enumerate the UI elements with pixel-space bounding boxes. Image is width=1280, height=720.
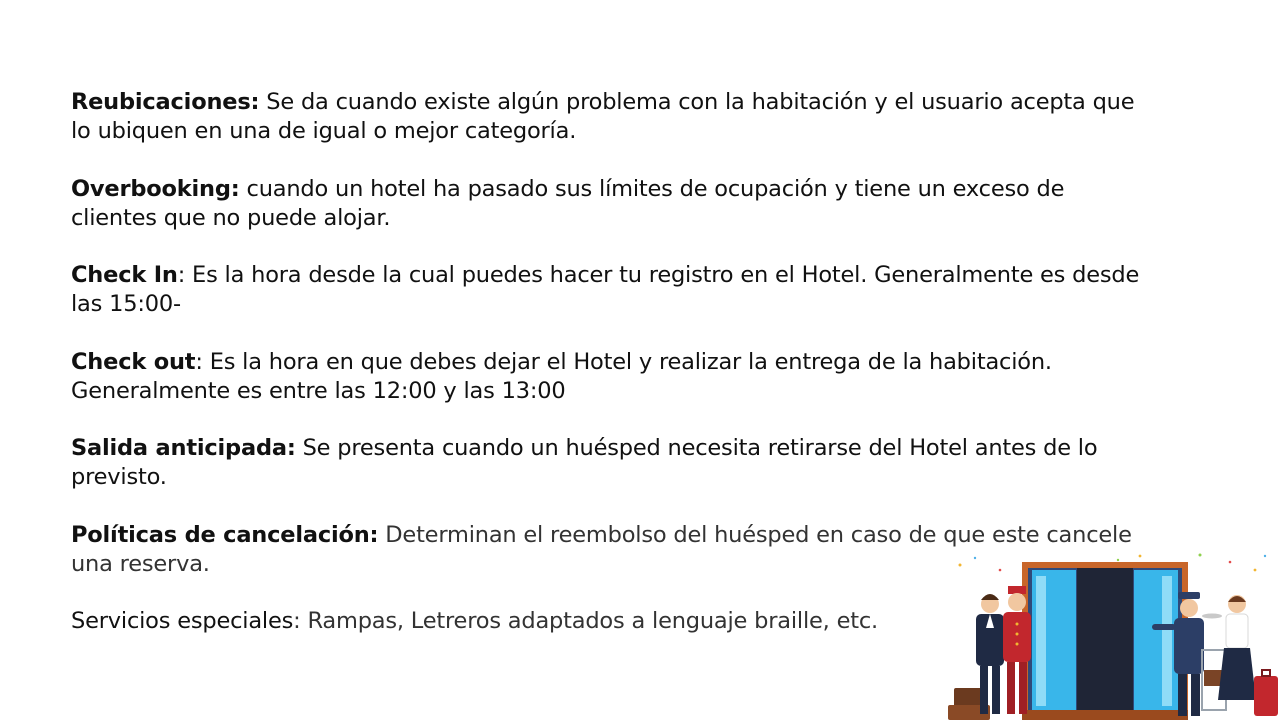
red-suitcase [1254, 670, 1278, 716]
paragraph-reubicaciones [71, 88, 1146, 146]
definition-politicas-cancelacion: Determinan el reembolso del huésped en caso de que este cancele una reserva. [71, 521, 1132, 577]
definition-reubicaciones: Se da cuando existe algún problema con la habitación y el usuario acepta que lo ubiquen en una de igual o mejor categoría. [71, 89, 1135, 144]
term-check-out: Check out [71, 348, 196, 375]
term-overbooking: Overbooking: [71, 175, 240, 202]
man-in-suit-figure [976, 594, 1004, 714]
paragraph-overbooking [71, 175, 1146, 233]
paragraph-check-out [71, 348, 1146, 406]
term-reubicaciones: Reubicaciones: [71, 89, 260, 115]
paragraph-check-in [71, 261, 1146, 319]
definition-overbooking: cuando un hotel ha pasado sus límites de ocupación y tiene un exceso de clientes que no puede alojar. [71, 175, 1065, 231]
definition-servicios-especiales: : Rampas, Letreros adaptados a lenguaje braille, etc. [293, 608, 878, 634]
hotel-staff-illustration [940, 550, 1280, 720]
definition-salida-anticipada: Se presenta cuando un huésped necesita retirarse del Hotel antes de lo previsto. [71, 435, 1098, 490]
term-check-in: Check In [71, 262, 178, 288]
definition-check-out: : Es la hora en que debes dejar el Hotel y realizar la entrega de la habitación. Generalmente es entre las 12:00 y las 13:00 [71, 348, 1052, 404]
paragraph-salida-anticipada [71, 434, 1146, 492]
term-politicas-cancelacion: Políticas de cancelación: [71, 521, 379, 548]
definition-check-in: : Es la hora desde la cual puedes hacer tu registro en el Hotel. Generalmente es desde las 15:00- [71, 262, 1140, 317]
term-salida-anticipada: Salida anticipada: [71, 435, 296, 461]
term-servicios-especiales: Servicios especiales [71, 608, 294, 634]
hotel-door [1022, 562, 1188, 720]
